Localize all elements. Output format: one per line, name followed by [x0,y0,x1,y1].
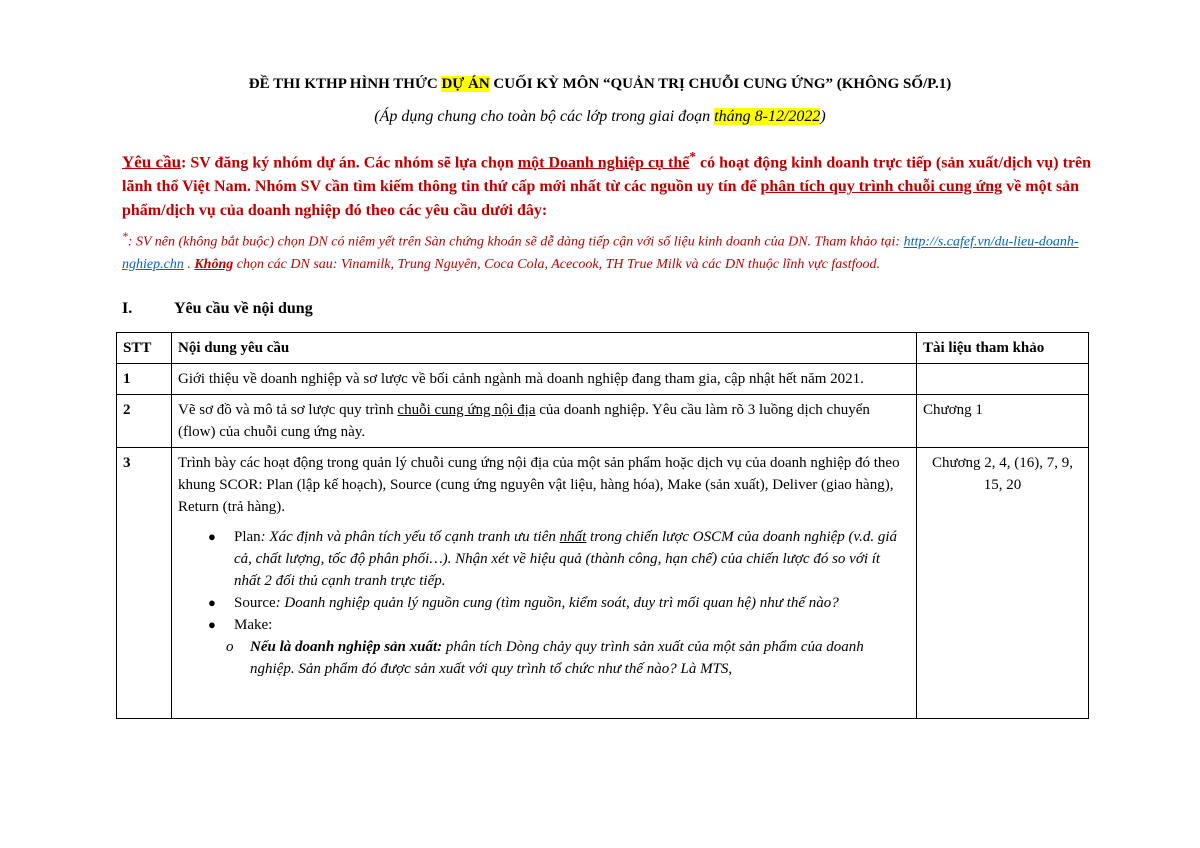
table-row [117,395,1089,448]
requirement-paragraph [122,145,1097,223]
bullet-icon: ● [208,617,216,632]
plan-label: Plan [234,529,261,545]
requirement-colon: : [181,154,187,172]
footnote-paragraph [122,226,1097,276]
note-bold: Không [194,256,234,272]
document-subtitle [0,108,1200,126]
row-content-cropped [178,452,910,714]
header-content: Nội dung yêu cầu [172,333,917,364]
row-text: Vẽ sơ đồ và mô tả sơ lược quy trình [178,402,398,418]
make-colon: : [268,617,273,633]
circle-bullet-icon: o [226,639,234,655]
row-stt: 3 [117,448,172,719]
row-stt: 1 [117,364,172,395]
note-text-2: . [183,256,195,272]
bullet-icon: ● [208,595,216,610]
subtitle-text-end: ) [820,108,826,125]
cafef-link[interactable]: http://s.cafef.vn/du-lieu-doanh-nghiep.chn [122,234,1079,272]
subtitle-highlight: tháng 8-12/2022 [714,108,821,125]
row-content [172,448,917,719]
source-label: Source [234,595,276,611]
table-row [117,448,1089,719]
note-text-1: : SV nên (không bắt buộc) chọn DN có niêm yết trên Sàn chứng khoán sẽ dễ dàng tiếp cận với số liệu kinh doanh của DN. Tham khảo tại: [127,234,904,250]
requirement-label: Yêu cầu [122,152,182,172]
title-highlight: DỰ ÁN [441,76,490,92]
note-star: * [122,230,128,243]
footnote-star: * [689,149,697,164]
requirements-table [116,332,1089,719]
make-subitem [178,636,910,680]
header-stt: STT [117,333,172,364]
plan-underline: nhất [559,529,587,545]
requirement-text-1: SV đăng ký nhóm dự án. Các nhóm sẽ lựa chọn [186,154,518,172]
table-row [117,364,1089,395]
title-text-end: CUỐI KỲ MÔN “QUẢN TRỊ CHUỖI CUNG ỨNG” (KHÔNG SỐ/P.1) [489,76,952,92]
subtitle-text: (Áp dụng chung cho toàn bộ các lớp trong giai đoạn [374,108,715,125]
make-sub-bold: Nếu là doanh nghiệp sản xuất: [250,639,443,655]
header-reference: Tài liệu tham khảo [917,333,1089,364]
plan-text: : Xác định và phân tích yếu tố cạnh tranh ưu tiên [260,529,560,545]
make-label: Make [234,617,269,633]
list-item-source [208,592,910,614]
title-text: ĐỀ THI KTHP HÌNH THỨC [248,76,442,92]
requirement-text-2: có hoạt động kinh doanh trực tiếp (sản xuất/dịch vụ) trên lãnh thổ Việt Nam. Nhóm SV cần tìm kiếm thông tin thứ cấp mới nhất từ các nguồn uy tín để [122,154,1092,196]
plan-text-end: trong chiến lược OSCM của doanh nghiệp (v.d. giá cả, chất lượng, tốc độ phân phối…). Nhận xét về hiệu quả (thành công, hạn chế) của chiến lược đó so với ít nhất 2 đối thủ cạnh tranh trực tiếp. [234,529,898,589]
note-text-3: chọn các DN sau: Vinamilk, Trung Nguyên, Coca Cola, Acecook, TH True Milk và các DN thuộc lĩnh vực fastfood. [233,256,880,272]
list-item-plan [208,526,910,592]
requirement-underline-1: một Doanh nghiệp cụ thể [517,154,690,172]
scor-list [178,526,910,636]
row-reference [917,364,1089,395]
row-content: Giới thiệu về doanh nghiệp và sơ lược về bối cảnh ngành mà doanh nghiệp đang tham gia, cập nhật hết năm 2021. [172,364,917,395]
list-item-make [208,614,910,636]
section-number: I. [122,300,133,317]
row-intro: Trình bày các hoạt động trong quản lý chuỗi cung ứng nội địa của một sản phẩm hoặc dịch vụ của doanh nghiệp đó theo khung SCOR: Plan (lập kế hoạch), Source (cung ứng nguyên vật liệu, hàng hóa), Make (sản xuất), Deliver (giao hàng), Return (trả hàng). [178,455,900,515]
bullet-icon: ● [208,529,216,544]
row-content [172,395,917,448]
row-reference: Chương 2, 4, (16), 7, 9, 15, 20 [917,448,1089,719]
requirement-underline-2: phân tích quy trình chuỗi cung ứng [760,178,1003,196]
make-sub-text: phân tích Dòng chảy quy trình sản xuất của một sản phẩm của doanh nghiệp. Sản phẩm đó được sản xuất với quy trình tổ chức như thế nào? Là MTS, [250,639,864,677]
section-heading [122,300,313,318]
table-header-row [117,333,1089,364]
document-title [0,76,1200,93]
row-reference: Chương 1 [917,395,1089,448]
row-underline: chuỗi cung ứng nội địa [397,402,536,418]
section-title: Yêu cầu về nội dung [174,300,313,317]
source-text: : Doanh nghiệp quản lý nguồn cung (tìm nguồn, kiểm soát, duy trì mối quan hệ) như thế nào? [275,595,839,611]
row-text-end: của doanh nghiệp. Yêu cầu làm rõ 3 luồng dịch chuyển (flow) của chuỗi cung ứng này. [178,402,870,440]
row-stt: 2 [117,395,172,448]
requirement-text-3: về một sản phẩm/dịch vụ của doanh nghiệp đó theo các yêu cầu dưới đây: [122,178,1080,220]
